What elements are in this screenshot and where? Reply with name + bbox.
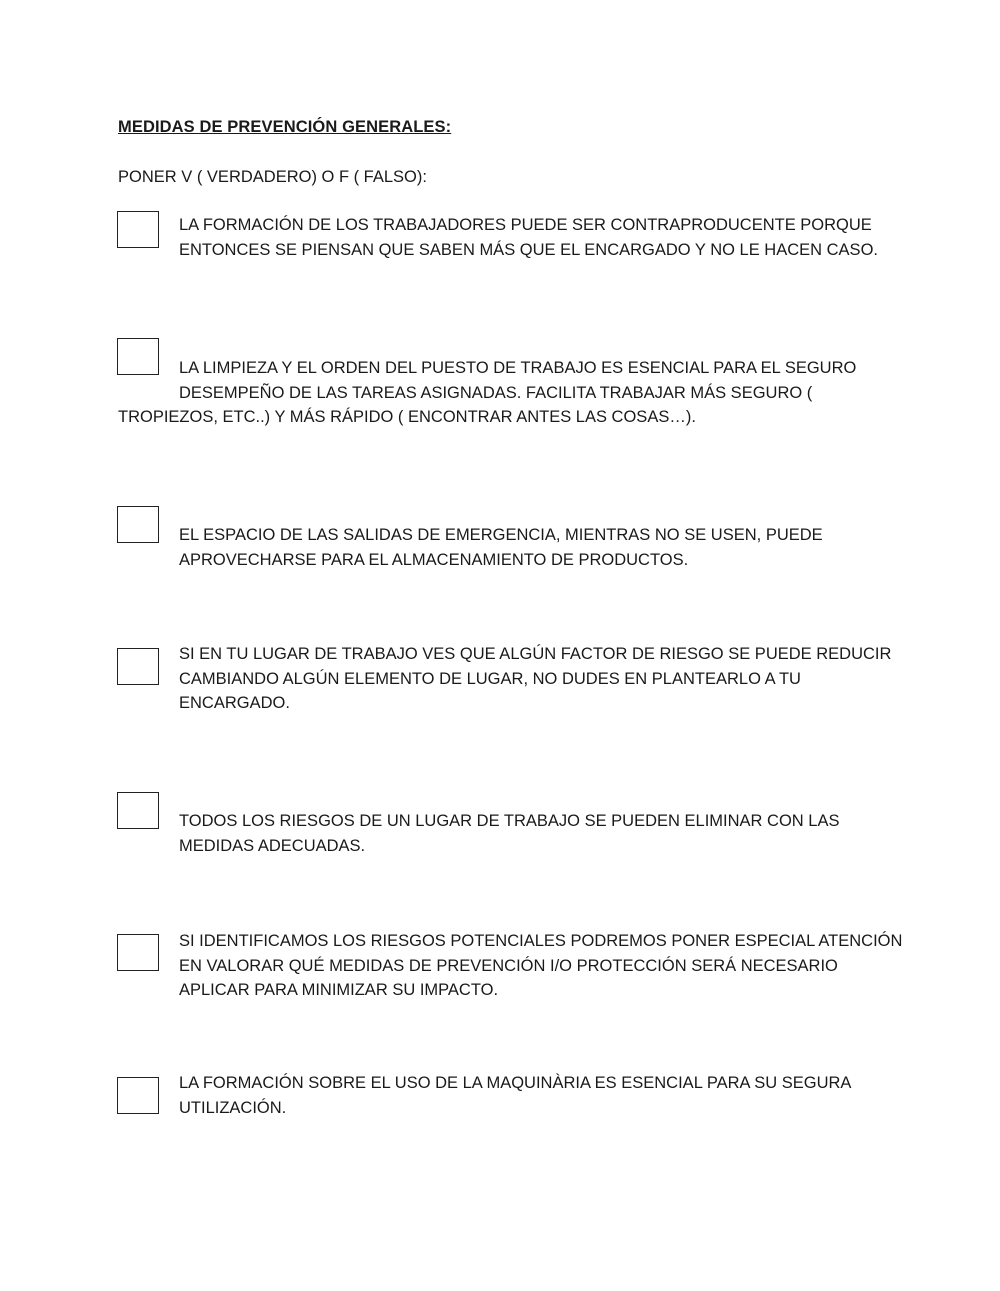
answer-box-3[interactable]: [117, 506, 159, 543]
question-text-1: [179, 213, 879, 262]
question-line: ENCARGADO.: [179, 694, 290, 712]
page-title: MEDIDAS DE PREVENCIÓN GENERALES:: [118, 118, 452, 136]
question-line: SI IDENTIFICAMOS LOS RIESGOS POTENCIALES PODREMOS PONER ESPECIAL ATENCIÓN: [179, 932, 903, 950]
answer-box-1[interactable]: [117, 211, 159, 248]
question-line: APLICAR PARA MINIMIZAR SU IMPACTO.: [179, 981, 499, 999]
question-text-7: [179, 1071, 879, 1120]
answer-box-5[interactable]: [117, 792, 159, 829]
instruction-text: PONER V ( VERDADERO) O F ( FALSO):: [118, 168, 427, 186]
question-line: ENTONCES SE PIENSAN QUE SABEN MÁS QUE EL ENCARGADO Y NO LE HACEN CASO.: [179, 240, 878, 259]
answer-box-2[interactable]: [117, 338, 159, 375]
question-line: MEDIDAS ADECUADAS.: [179, 836, 366, 855]
answer-box-6[interactable]: [117, 934, 159, 971]
question-line: TROPIEZOS, ETC..) Y MÁS RÁPIDO ( ENCONTRAR ANTES LAS COSAS…).: [118, 408, 696, 426]
answer-box-7[interactable]: [117, 1077, 159, 1114]
question-text-2: [118, 356, 879, 430]
question-line: UTILIZACIÓN.: [179, 1098, 287, 1117]
question-line: LA FORMACIÓN SOBRE EL USO DE LA MAQUINÀRIA ES ESENCIAL PARA SU SEGURA: [179, 1074, 852, 1092]
question-line: TODOS LOS RIESGOS DE UN LUGAR DE TRABAJO SE PUEDEN ELIMINAR CON LAS: [179, 812, 840, 830]
question-text-4: [179, 642, 892, 716]
question-text-6: [179, 929, 903, 1003]
question-text-3: [179, 523, 879, 572]
question-line: SI EN TU LUGAR DE TRABAJO VES QUE ALGÚN FACTOR DE RIESGO SE PUEDE REDUCIR: [179, 645, 892, 663]
question-line: LA FORMACIÓN DE LOS TRABAJADORES PUEDE SER CONTRAPRODUCENTE PORQUE: [179, 216, 872, 234]
question-text-5: [179, 809, 879, 858]
question-line: DESEMPEÑO DE LAS TAREAS ASIGNADAS. FACILITA TRABAJAR MÁS SEGURO (: [179, 383, 813, 402]
question-line: EN VALORAR QUÉ MEDIDAS DE PREVENCIÓN I/O PROTECCIÓN SERÁ NECESARIO: [179, 956, 838, 975]
answer-box-4[interactable]: [117, 648, 159, 685]
question-line: CAMBIANDO ALGÚN ELEMENTO DE LUGAR, NO DUDES EN PLANTEARLO A TU: [179, 669, 801, 688]
question-line: APROVECHARSE PARA EL ALMACENAMIENTO DE PRODUCTOS.: [179, 550, 689, 569]
question-line: EL ESPACIO DE LAS SALIDAS DE EMERGENCIA, MIENTRAS NO SE USEN, PUEDE: [179, 526, 823, 544]
question-line: LA LIMPIEZA Y EL ORDEN DEL PUESTO DE TRABAJO ES ESENCIAL PARA EL SEGURO: [179, 359, 857, 377]
